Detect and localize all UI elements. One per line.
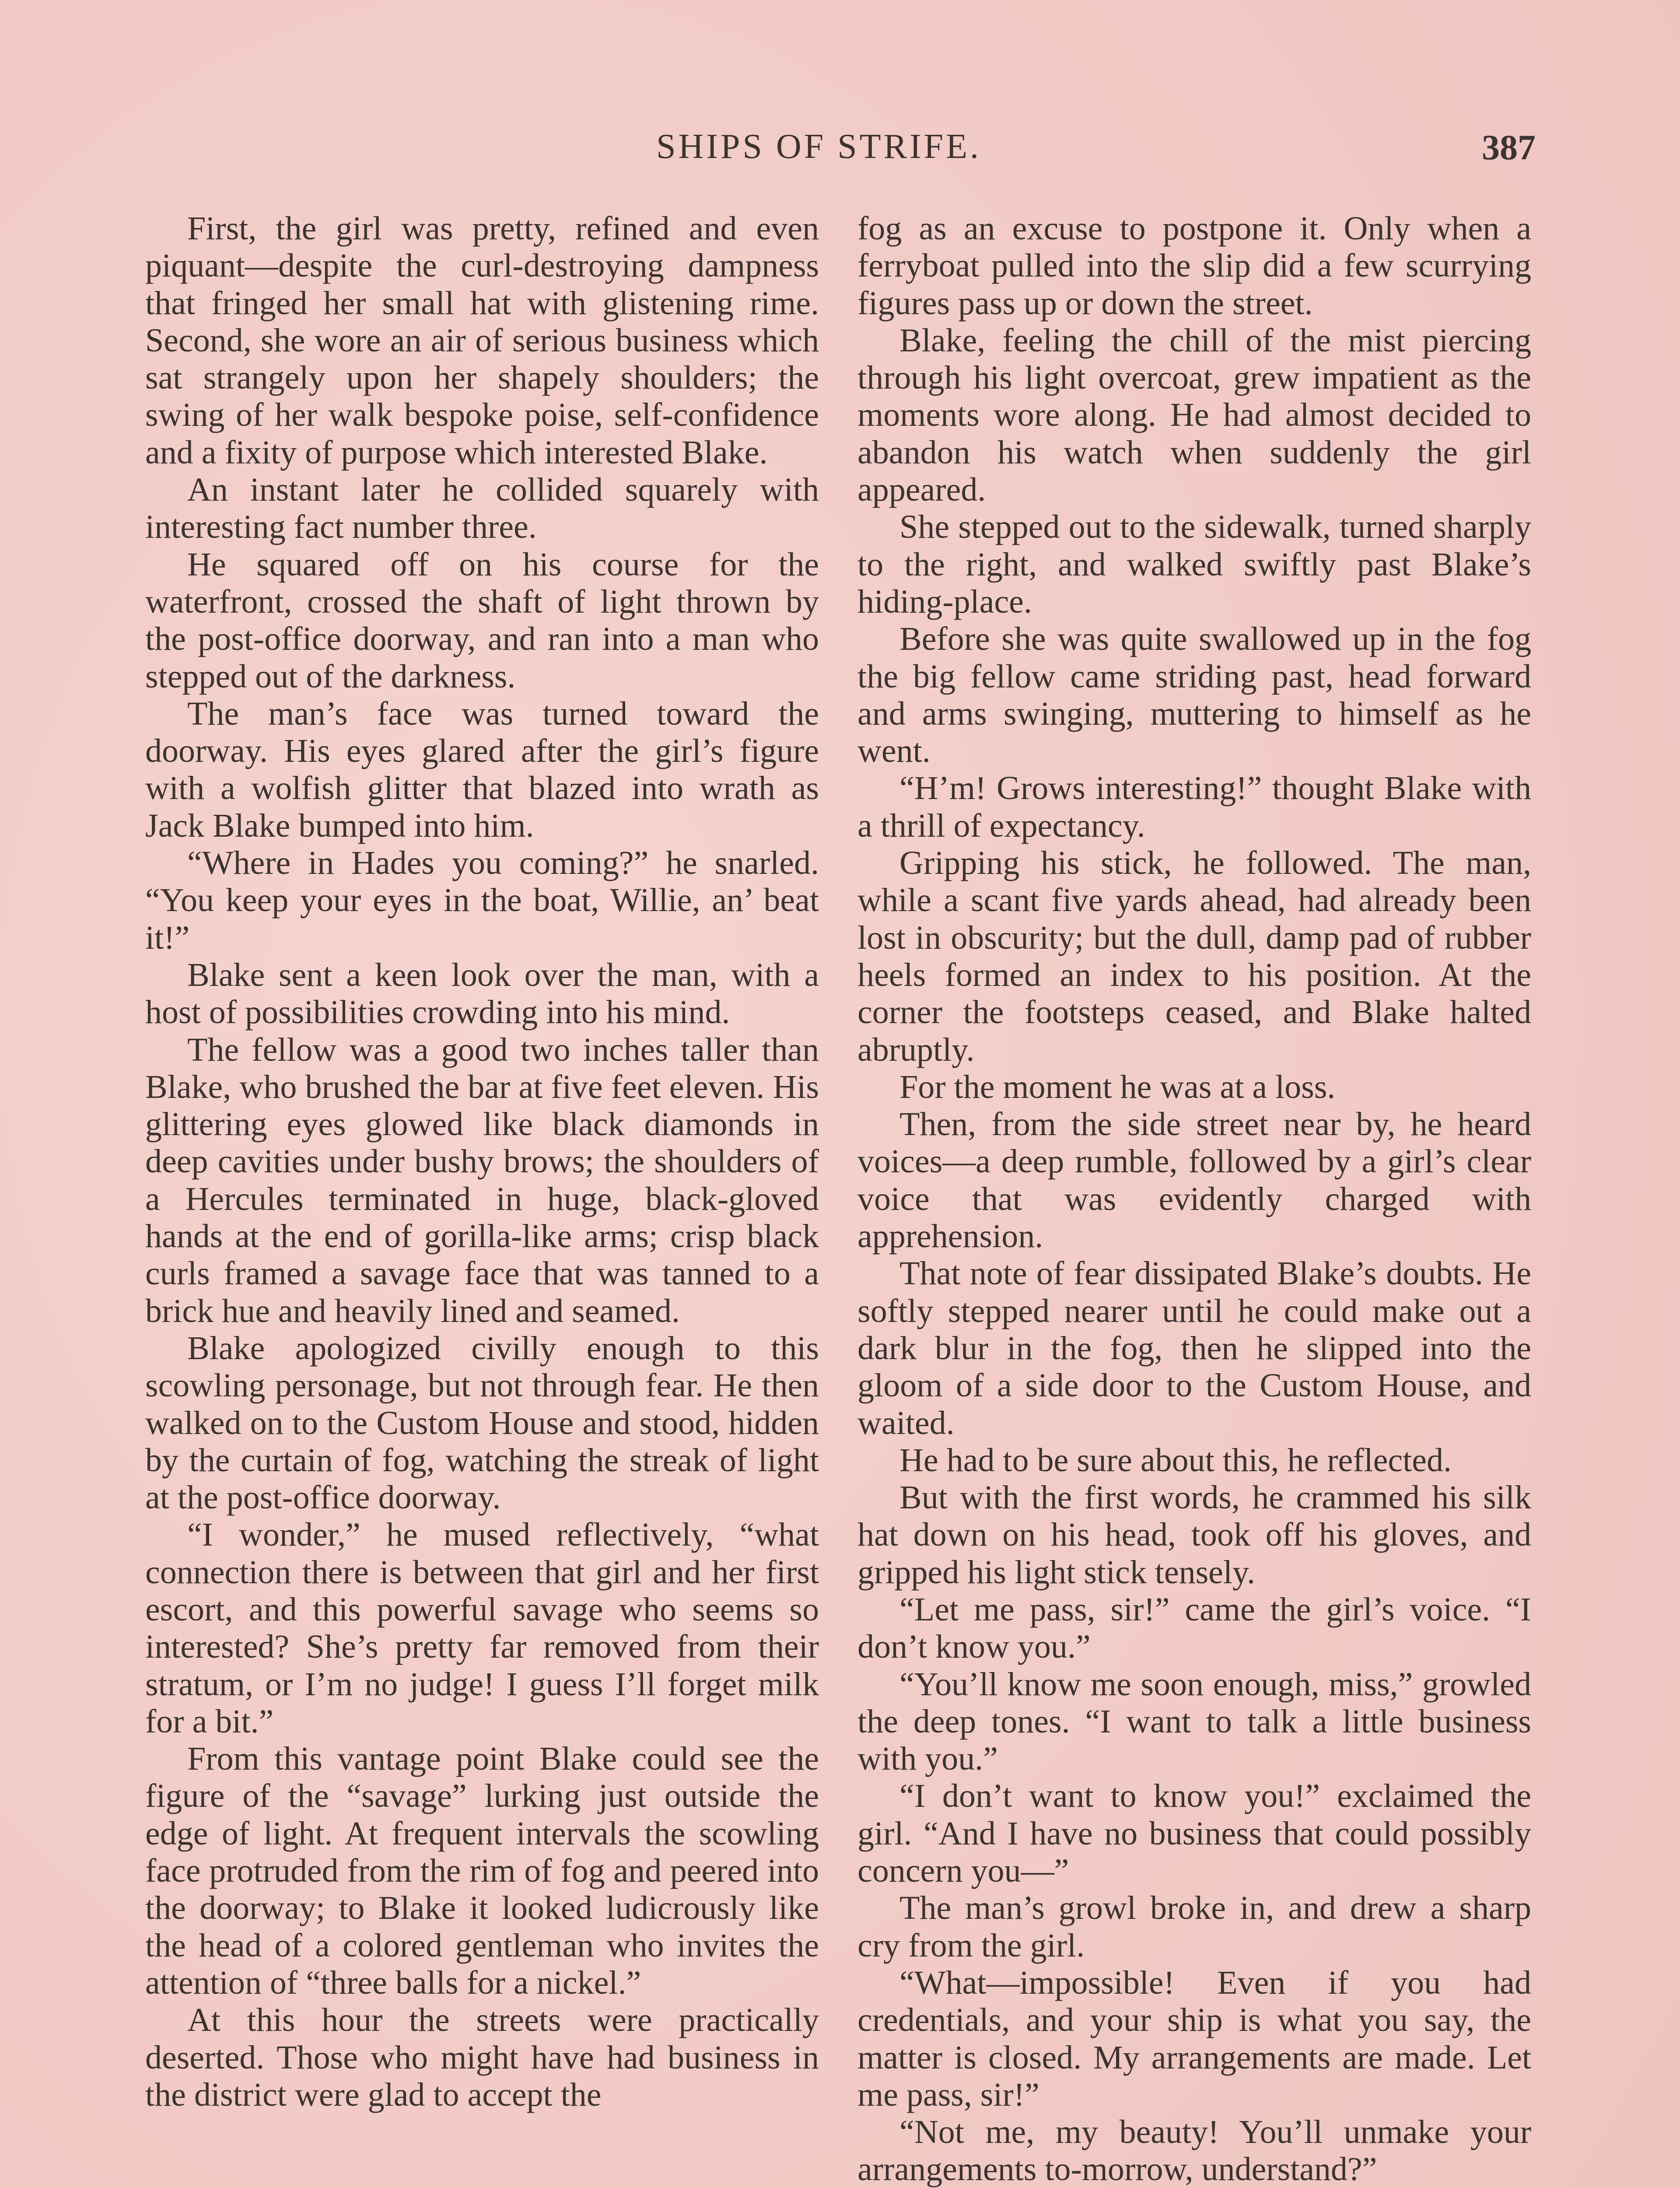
paragraph: Blake sent a keen look over the man, with a host of possibilities crowding into his mind.	[145, 956, 819, 1031]
right-text-column	[858, 210, 1531, 2188]
running-title: SHIPS OF STRIFE.	[656, 127, 981, 166]
paragraph: He squared off on his course for the waterfront, crossed the shaft of light thrown by the post-office doorway, and ran into a man who stepped out of the darkness.	[145, 546, 819, 695]
paragraph: “I wonder,” he mused reflectively, “what connection there is between that girl and her first escort, and this powerful savage who seems so interested? She’s pretty far removed from their stratum, or I’m no judge! I guess I’ll forget milk for a bit.”	[145, 1516, 819, 1740]
paragraph: At this hour the streets were practically deserted. Those who might have had business in the district were glad to accept the	[145, 2002, 819, 2113]
paragraph: “Not me, my beauty! You’ll unmake your arrangements to-morrow, understand?”	[858, 2114, 1531, 2188]
paragraph: But with the first words, he crammed his silk hat down on his head, took off his gloves, and gripped his light stick tensely.	[858, 1479, 1531, 1591]
paragraph: An instant later he collided squarely with interesting fact number three.	[145, 471, 819, 546]
page-number: 387	[1482, 127, 1536, 167]
paragraph: Blake apologized civilly enough to this scowling personage, but not through fear. He then walked on to the Custom House and stood, hidden by the curtain of fog, watching the streak of light at the post-office doorway.	[145, 1329, 819, 1516]
paragraph: “Where in Hades you coming?” he snarled. “You keep your eyes in the boat, Willie, an’ beat it!”	[145, 845, 819, 956]
paragraph: The man’s growl broke in, and drew a sharp cry from the girl.	[858, 1890, 1531, 1964]
paragraph: From this vantage point Blake could see the figure of the “savage” lurking just outside the edge of light. At frequent intervals the scowling face protruded from the rim of fog and peered into the doorway; to Blake it looked ludicrously like the head of a colored gentleman who invites the attention of “three balls for a nickel.”	[145, 1740, 819, 2001]
running-header	[144, 127, 1536, 179]
paragraph: First, the girl was pretty, refined and even piquant—despite the curl-destroying dampness that fringed her small hat with glistening rime. Second, she wore an air of serious business which sat strangely upon her shapely shoulders; the swing of her walk bespoke poise, self-confidence and a fixity of purpose which interested Blake.	[145, 210, 819, 471]
paragraph: She stepped out to the sidewalk, turned sharply to the right, and walked swiftly past Blake’s hiding-place.	[858, 508, 1531, 620]
paragraph: Gripping his stick, he followed. The man, while a scant five yards ahead, had already been lost in obscurity; but the dull, damp pad of rubber heels formed an index to his position. At the corner the footsteps ceased, and Blake halted abruptly.	[858, 845, 1531, 1068]
paragraph: He had to be sure about this, he reflected.	[900, 1441, 1452, 1479]
paragraph: The fellow was a good two inches taller than Blake, who brushed the bar at five feet eleven. His glittering eyes glowed like black diamonds in deep cavities under bushy brows; the shoulders of a Hercules terminated in huge, black-gloved hands at the end of gorilla-like arms; crisp black curls framed a savage face that was tanned to a brick hue and heavily lined and seamed.	[145, 1031, 819, 1329]
paragraph: Then, from the side street near by, he heard voices—a deep rumble, followed by a girl’s clear voice that was evidently charged with apprehension.	[858, 1106, 1531, 1255]
paragraph: “H’m! Grows interesting!” thought Blake with a thrill of expectancy.	[858, 770, 1531, 844]
left-text-column	[145, 210, 819, 2114]
paragraph: “Let me pass, sir!” came the girl’s voice. “I don’t know you.”	[858, 1591, 1531, 1666]
paragraph: For the moment he was at a loss.	[900, 1068, 1336, 1105]
paragraph: The man’s face was turned toward the doorway. His eyes glared after the girl’s figure with a wolfish glitter that blazed into wrath as Jack Blake bumped into him.	[145, 695, 819, 844]
paragraph: Blake, feeling the chill of the mist piercing through his light overcoat, grew impatient as the moments wore along. He had almost decided to abandon his watch when suddenly the girl appeared.	[858, 322, 1531, 508]
paragraph: “I don’t want to know you!” exclaimed the girl. “And I have no business that could possibly concern you—”	[858, 1778, 1531, 1890]
paragraph: Before she was quite swallowed up in the fog the big fellow came striding past, head forward and arms swinging, muttering to himself as he went.	[858, 621, 1531, 770]
paragraph: “You’ll know me soon enough, miss,” growled the deep tones. “I want to talk a little business with you.”	[858, 1666, 1531, 1778]
paragraph: fog as an excuse to postpone it. Only when a ferryboat pulled into the slip did a few scurrying figures pass up or down the street.	[858, 210, 1531, 322]
paragraph: “What—impossible! Even if you had credentials, and your ship is what you say, the matter is closed. My arrangements are made. Let me pass, sir!”	[858, 1964, 1531, 2113]
paragraph: That note of fear dissipated Blake’s doubts. He softly stepped nearer until he could make out a dark blur in the fog, then he slipped into the gloom of a side door to the Custom House, and waited.	[858, 1255, 1531, 1441]
